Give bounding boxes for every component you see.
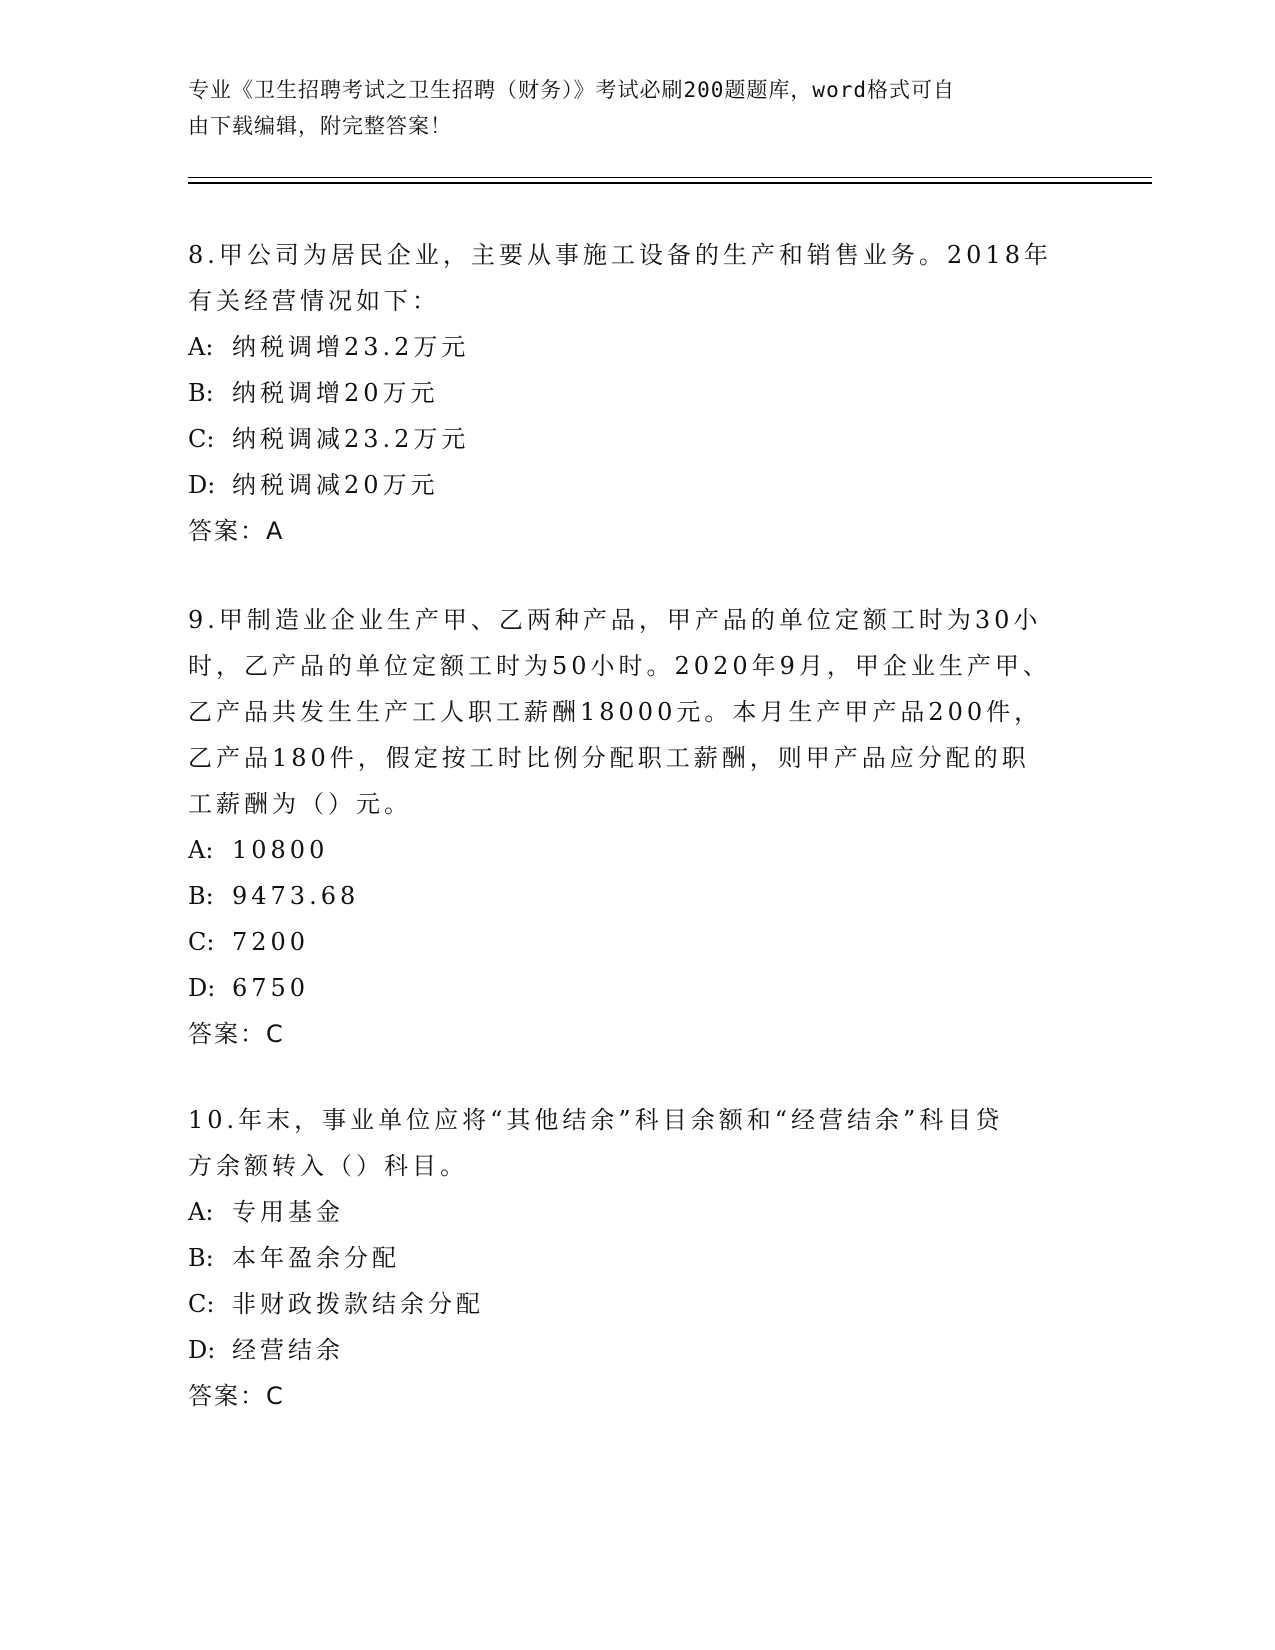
option-text: 纳税调增20万元 [232,379,439,407]
option-c [188,1281,1078,1327]
option-a [188,324,1078,370]
option-text: 经营结余 [232,1336,344,1364]
header-line-2: 由下载编辑，附完整答案！ [188,114,452,138]
stem-line: 乙产品共发生生产工人职工薪酬18000元。本月生产甲产品200件， [188,698,1043,726]
option-text: 7200 [232,928,310,956]
option-letter: C: [188,1290,215,1318]
option-text: 纳税调减23.2万元 [232,425,470,453]
option-c [188,416,1078,462]
header-divider-thin [188,177,1152,178]
option-d [188,1327,1078,1373]
option-letter: D: [188,471,216,499]
option-letter: B: [188,379,214,407]
option-b [188,873,1078,919]
answer-line: 答案：C [188,1020,285,1048]
option-letter: A: [188,1198,214,1226]
option-c [188,919,1078,965]
option-text: 非财政拨款结余分配 [232,1290,484,1318]
option-letter: D: [188,1336,216,1364]
stem-line: 工薪酬为（）元。 [188,790,412,818]
option-b [188,370,1078,416]
option-d [188,965,1078,1011]
stem-line: 时，乙产品的单位定额工时为50小时。2020年9月，甲企业生产甲、 [188,652,1051,680]
header-line-1: 专业《卫生招聘考试之卫生招聘（财务）》考试必刷200题题库，word格式可自 [188,78,955,102]
option-d [188,462,1078,508]
answer-line: 答案：A [188,517,285,545]
option-text: 6750 [232,974,310,1002]
option-text: 专用基金 [232,1198,344,1226]
stem-line: 10.年末，事业单位应将“其他结余”科目余额和“经营结余”科目贷 [188,1106,1004,1134]
option-letter: D: [188,974,216,1002]
option-letter: C: [188,425,215,453]
option-letter: A: [188,836,214,864]
question-10 [188,1097,1078,1419]
option-text: 10800 [232,836,329,864]
option-text: 本年盈余分配 [232,1244,400,1272]
option-letter: A: [188,333,214,361]
question-stem [188,1097,1078,1189]
option-b [188,1235,1078,1281]
stem-line: 有关经营情况如下： [188,287,440,315]
stem-line: 乙产品180件，假定按工时比例分配职工薪酬，则甲产品应分配的职 [188,744,1030,772]
option-text: 纳税调减20万元 [232,471,439,499]
stem-line: 方余额转入（）科目。 [188,1152,468,1180]
option-a [188,1189,1078,1235]
option-text: 9473.68 [232,882,360,910]
answer-line: 答案：C [188,1382,285,1410]
option-text: 纳税调增23.2万元 [232,333,470,361]
option-letter: C: [188,928,215,956]
option-letter: B: [188,1244,214,1272]
question-9 [188,597,1078,1057]
question-stem [188,232,1078,324]
question-8 [188,232,1078,554]
stem-line: 9.甲制造业企业生产甲、乙两种产品，甲产品的单位定额工时为30小 [188,606,1042,634]
stem-line: 8.甲公司为居民企业，主要从事施工设备的生产和销售业务。2018年 [188,241,1052,269]
question-stem [188,597,1078,827]
option-a [188,827,1078,873]
header-divider-thick [188,182,1152,184]
option-letter: B: [188,882,214,910]
document-header [188,72,1068,144]
